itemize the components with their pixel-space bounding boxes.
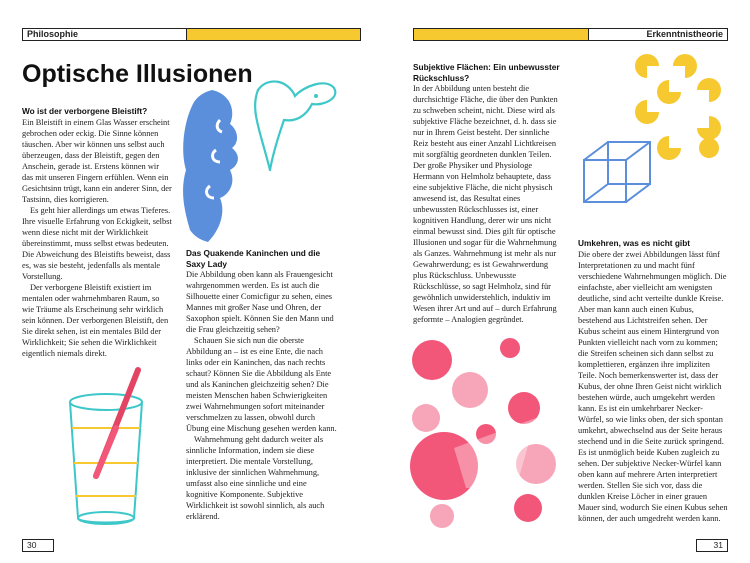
paragraph: Die obere der zwei Abbildungen lässt fünf Interpretationen zu und macht fünf verschiedene Wahrnehmungen möglich. Die einfachste, aber vielleicht am wenigsten deutliche, sind acht verteilte dunkle Kreise. Aber man kann auch einen Kubus, bestehend aus Lichtstreifen sehen. Der Kubus scheint aus einem Hintergrund von Punkten vielleicht nach vorn zu kommen; die Streifen scheinen sich dann selbst zu komplettieren, ergänzen ihre impliziten Teile. Noch bemerkenswerter ist, dass der Kubus, der ohne Ihren Geist nicht wirklich bestehen würde, auch umgekehrt werden kann. Es ist ein umkehrbarer Necker-Würfel, so wie links oben, der sich spontan umkehrt, abwechselnd aus der Seite heraus stechend und in die Seite zurück springend. Es ist unmöglich beide Kuben zugleich zu sehen. Der subjektive Necker-Würfel kann oben kann auf mehrere Arten interpretiert werden. Stellen Sie sich vor, dass die dunklen Kreise Löcher in einer grauen Mauer sind, wodurch Sie einen Kubus sehen können, der auch umgedreht werden kann. (578, 249, 728, 523)
saxophone-face-icon (180, 90, 260, 245)
right-header-text: Erkenntnistheorie (646, 29, 723, 39)
left-header-label (22, 28, 187, 41)
paragraph: Es geht hier allerdings um etwas Tieferes. Ihre visuelle Erfahrung von Eckigkeit, selbst wenn diese nicht mit der Wirklichkeit übereinstimmt, muss selbst etwas bedeuten. Die Abweichung des Bleistifts beweist, dass es, was sie besteht, jedenfalls als mentale Vorstellung. (22, 205, 172, 281)
page-title: Optische Illusionen (22, 60, 253, 88)
paragraph: Schauen Sie sich nun die oberste Abbildung an – ist es eine Ente, die nach links oder ein Kaninchen, das nach rechts schaut? Können Sie die Abbildung als Ente und als Kaninchen gleichzeitig sehen? Die meisten Menschen haben Schwierigkeiten zwei Wahrnehmungen sofort miteinander verschmelzen zu lassen, obwohl durch Übung eine Mischung gesehen werden kann. (186, 336, 337, 433)
necker-cube-icon (580, 138, 660, 218)
paragraph: Ein Bleistift in einem Glas Wasser erscheint gebrochen oder eckig. Die Sinne können täuschen. Aber wir können uns selbst auch überzeugen, dass der Bleistift, gegen den Anschein, gerade ist. Erstens können wir das mit unseren Fingern erfühlen. Wenn ein Gesichtsinn trügt, kann ein anderer Sinn, der Tastsinn, dies korrigieren. (22, 117, 172, 204)
right-page-number-text: 31 (713, 540, 723, 550)
section-subjective-surfaces (413, 62, 563, 325)
right-header-accent (413, 28, 589, 41)
section-body (578, 249, 728, 524)
section-heading: Umkehren, was es nicht gibt (578, 238, 691, 248)
section-heading: Wo ist der verborgene Bleistift? (22, 106, 148, 116)
paragraph: Der verborgene Bleistift existiert im mentalen oder wahrnehmbaren Raum, so wie Träume als Erscheinung sehr wirklich sein können. Der verborgenen Bleistift, den Sie direkt sehen, ist ein mentales Bild der Wirklichkeit; Sie sehen die Wirklichkeit eigentlich niemals direkt. (22, 282, 169, 358)
section-body (413, 83, 563, 325)
left-page-number-text: 30 (27, 540, 37, 550)
left-header-accent (186, 28, 361, 41)
paragraph: Wahrnehmung geht dadurch weiter als sinnliche Information, indem sie diese interpretiert. Die mentale Vorstellung, inklusive der sinnlichen Wahrnehmung, umfasst also eine sinnliche und eine kognitive Komponente. Subjektive Wirklichkeit ist sowohl sinnlich, als auch erklärend. (186, 435, 325, 521)
pencil-in-glass-icon (58, 368, 168, 530)
section-heading: Das Quakende Kaninchen und die Saxy Lady (186, 248, 321, 269)
section-heading: Subjektive Flächen: Ein unbewusster Rückschluss? (413, 62, 560, 83)
section-body (22, 117, 172, 359)
right-header-label (588, 28, 728, 41)
left-header-text: Philosophie (27, 29, 79, 39)
right-page-number (696, 539, 728, 552)
circles-subjective-surface-icon (406, 338, 576, 528)
section-rabbit-lady (186, 248, 338, 522)
paragraph: Die Abbildung oben kann als Frauengesicht wahrgenommen werden. Es ist auch die Silhouette einer Comicfigur zu sehen, eines Mannes mit großer Nase und Ohren, der Saxophon spielt. Können Sie den Mann und die Frau gleichzeitig sehen? (186, 270, 334, 334)
section-body (186, 269, 338, 522)
section-reverse (578, 238, 728, 524)
section-hidden-pencil (22, 106, 172, 359)
paragraph: In der Abbildung unten besteht die durchsichtige Fläche, die über den Punkten zu schweben scheint, nicht. Diese wird als subjektive Fläche bezeichnet, d. h. dass sie nur in Ihrem Geist besteht. Der sinnliche Reiz besteht aus einer Anzahl Lichtkreisen mit sorgfältig geordneten dunklen Teilen. Der große Physiker und Physiologe Hermann von Helmholz behauptete, dass eine subjektive Fläche, die nicht physisch anwesend ist, das Resultat eines unbewussten Rückschlusses ist, einer kognitiven Handlung, derer wir uns nicht einmal bewusst sind. Dies gilt für optische Illusionen und sogar für die Wahrnehmung als Ganzes. Wahrnehmung ist mehr als nur Gewahrwerdung; es ist Gewahrwerdung plus Rückschluss. Unbewusste Rückschlüsse, so sagt Helmholz, sind für gewöhnlich unwiderstehlich, induktiv im Wesen ihrer Art und auf – durch Erfahrung geformte – Analogien gegründet. (413, 84, 558, 324)
left-page-number (22, 539, 54, 552)
